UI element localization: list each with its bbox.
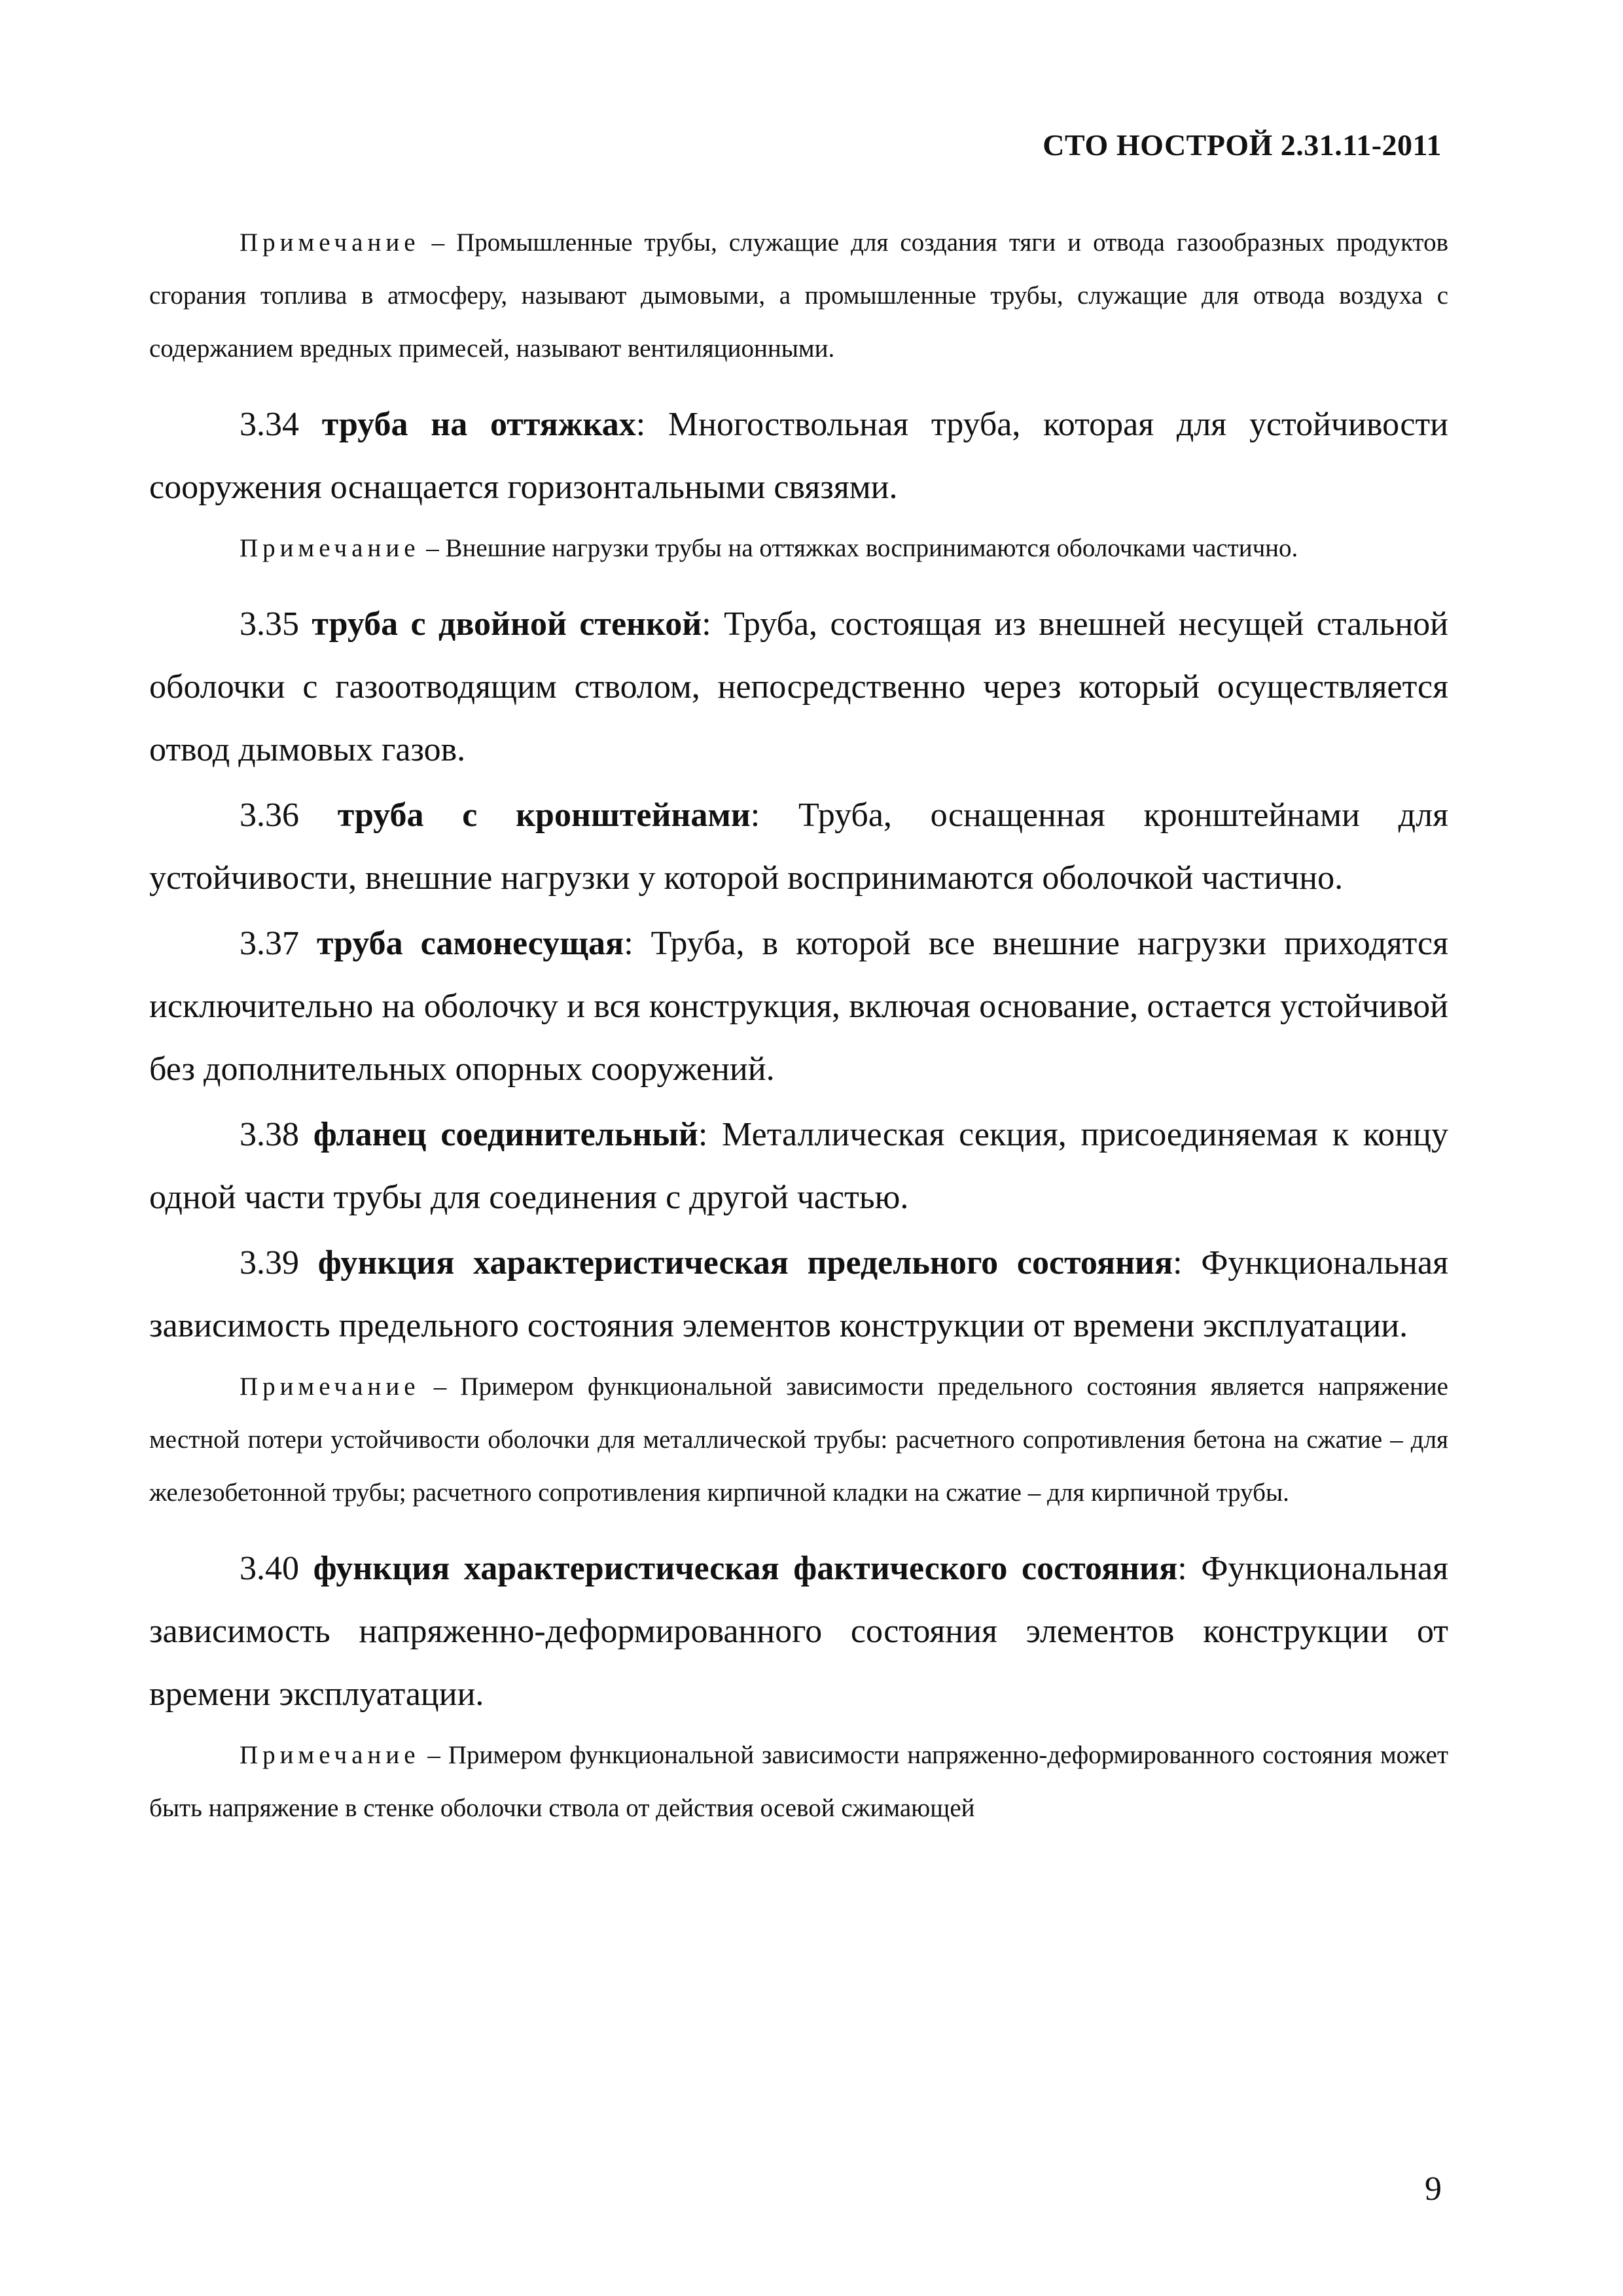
term-number: 3.38 xyxy=(240,1116,313,1153)
term-number: 3.40 xyxy=(240,1550,313,1587)
term-paragraph xyxy=(149,1103,1448,1229)
term-number: 3.35 xyxy=(240,605,312,643)
note-paragraph xyxy=(149,216,1448,375)
note-label: Примечание xyxy=(240,1741,420,1769)
term-paragraph xyxy=(149,393,1448,519)
term-paragraph xyxy=(149,912,1448,1101)
term-name: труба самонесущая xyxy=(316,925,624,962)
page-number: 9 xyxy=(1425,2170,1442,2208)
term-definition: : Многоствольная труба, которая для устойчивости сооружения оснащается горизонтальными связями. xyxy=(149,406,1449,506)
term-definition: : Функциональная зависимость предельного состояния элементов конструкции от времени эксплуатации. xyxy=(149,1244,1449,1344)
note-text: – Промышленные трубы, служащие для создания тяги и отвода газообразных продуктов сгорания топлива в атмосферу, называют дымовыми, а промышленные трубы, служащие для отвода воздуха с содержанием вредных примесей, называют вентиляционными. xyxy=(149,228,1448,363)
note-text: – Примером функциональной зависимости предельного состояния является напряжение местной потери устойчивости оболочки для металлической трубы: расчетного сопротивления бетона на сжатие – для железобетонной трубы; расчетного сопротивления кирпичной кладки на сжатие – для кирпичной трубы. xyxy=(149,1372,1448,1507)
term-number: 3.34 xyxy=(240,406,322,443)
note-paragraph xyxy=(149,1360,1448,1519)
term-definition: : Труба, оснащенная кронштейнами для устойчивости, внешние нагрузки у которой воспринимаются оболочкой частично. xyxy=(149,797,1448,897)
term-paragraph xyxy=(149,784,1448,910)
term-number: 3.39 xyxy=(240,1244,318,1282)
term-name: функция характеристическая фактического состояния xyxy=(313,1550,1178,1587)
term-paragraph xyxy=(149,1537,1448,1726)
term-name: труба с кронштейнами xyxy=(337,797,751,834)
term-name: фланец соединительный xyxy=(313,1116,698,1153)
term-name: труба на оттяжках xyxy=(321,406,636,443)
note-text: – Внешние нагрузки трубы на оттяжках воспринимаются оболочками частично. xyxy=(419,534,1298,562)
term-definition: : Труба, в которой все внешние нагрузки приходятся исключительно на оболочку и вся конструкция, включая основание, остается устойчивой без дополнительных опорных сооружений. xyxy=(149,925,1448,1088)
note-paragraph xyxy=(149,1729,1448,1835)
term-definition: : Труба, состоящая из внешней несущей стальной оболочки с газоотводящим стволом, непосредственно через который осуществляется отвод дымовых газов. xyxy=(149,605,1448,768)
note-text: – Примером функциональной зависимости напряженно-деформированного состояния может быть напряжение в стенке оболочки ствола от действия осевой сжимающей xyxy=(149,1741,1448,1822)
term-name: функция характеристическая предельного состояния xyxy=(317,1244,1173,1282)
term-number: 3.36 xyxy=(240,797,338,834)
note-label: Примечание xyxy=(240,534,420,562)
note-label: Примечание xyxy=(240,228,420,257)
term-paragraph xyxy=(149,1232,1448,1357)
document-body xyxy=(149,216,1448,1853)
note-label: Примечание xyxy=(240,1372,420,1401)
term-number: 3.37 xyxy=(240,925,317,962)
note-paragraph xyxy=(149,522,1448,575)
term-definition: : Металлическая секция, присоединяемая к концу одной части трубы для соединения с другой частью. xyxy=(149,1116,1449,1216)
term-paragraph xyxy=(149,593,1448,781)
document-header: СТО НОСТРОЙ 2.31.11-2011 xyxy=(1043,128,1442,162)
term-name: труба с двойной стенкой xyxy=(312,605,702,643)
term-definition: : Функциональная зависимость напряженно-деформированного состояния элементов конструкции от времени эксплуатации. xyxy=(149,1550,1449,1713)
